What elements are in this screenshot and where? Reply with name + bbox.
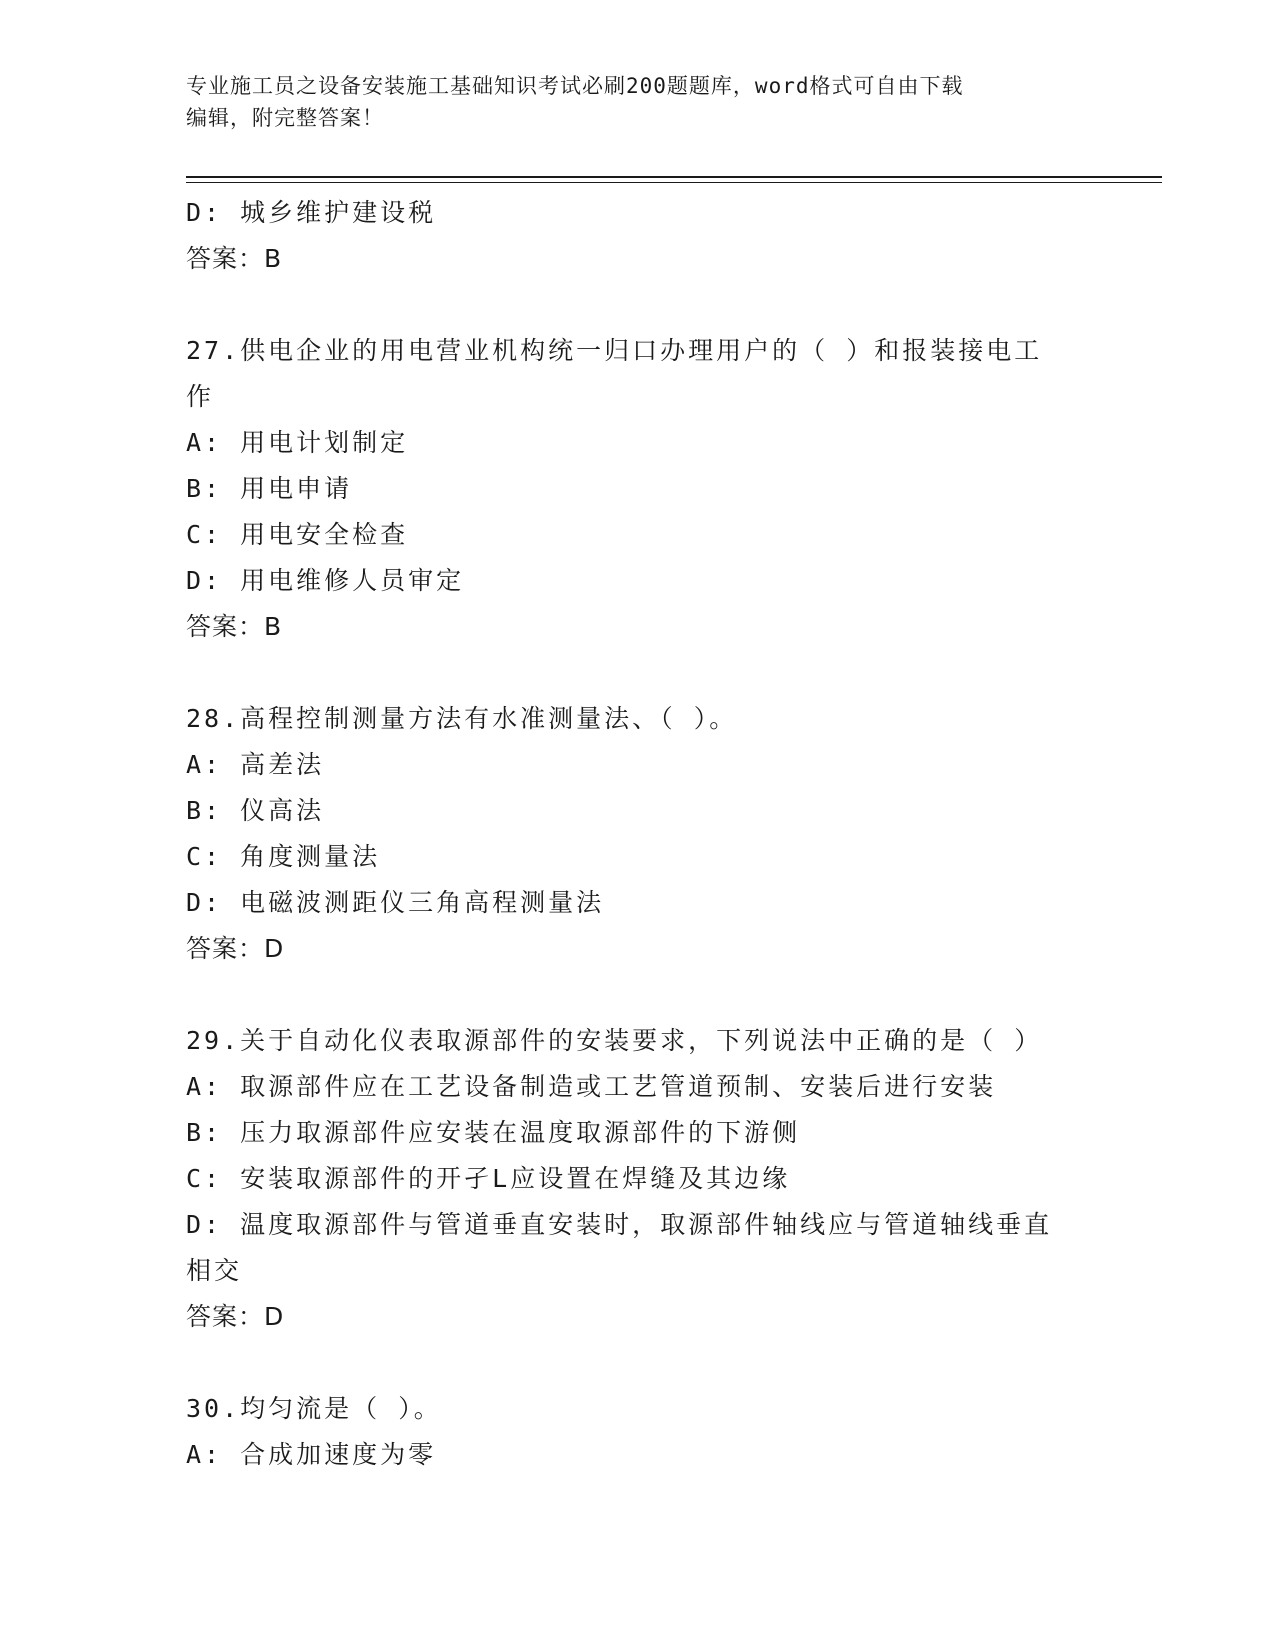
question-28 (186, 696, 1086, 972)
header-line-1: 专业施工员之设备安装施工基础知识考试必刷200题题库，word格式可自由下载 (186, 74, 964, 98)
option-c: C: 用电安全检查 (186, 520, 409, 549)
header-rule-thin (186, 182, 1162, 183)
question-stem: 27.供电企业的用电营业机构统一归口办理用户的（ ）和报装接电工 (186, 336, 1043, 365)
header-rule-thick (186, 176, 1162, 178)
option-d: D: 温度取源部件与管道垂直安装时，取源部件轴线应与管道轴线垂直 (186, 1210, 1053, 1239)
spacer (186, 972, 1086, 1018)
question-30 (186, 1386, 1086, 1478)
option-a: A: 取源部件应在工艺设备制造或工艺管道预制、安装后进行安装 (186, 1072, 997, 1101)
option-d-continued: 相交 (186, 1256, 243, 1285)
option-b: B: 用电申请 (186, 474, 353, 503)
question-list (186, 190, 1086, 1478)
question-stem: 29.关于自动化仪表取源部件的安装要求，下列说法中正确的是（ ） (186, 1026, 1043, 1055)
option-d: D: 城乡维护建设税 (186, 198, 437, 227)
question-29 (186, 1018, 1086, 1340)
answer: 答案：B (186, 244, 283, 273)
option-a: A: 合成加速度为零 (186, 1440, 437, 1469)
option-b: B: 仪高法 (186, 796, 325, 825)
option-c: C: 角度测量法 (186, 842, 381, 871)
option-c: C: 安装取源部件的开孑L应设置在焊缝及其边缘 (186, 1164, 791, 1193)
question-stem: 30.均匀流是（ ）。 (186, 1394, 442, 1423)
option-b: B: 压力取源部件应安装在温度取源部件的下游侧 (186, 1118, 801, 1147)
document-header (186, 70, 1086, 134)
question-26-tail (186, 190, 1086, 282)
question-stem-continued: 作 (186, 382, 215, 411)
option-a: A: 高差法 (186, 750, 325, 779)
spacer (186, 1340, 1086, 1386)
option-d: D: 电磁波测距仪三角高程测量法 (186, 888, 605, 917)
answer: 答案：B (186, 612, 283, 641)
spacer (186, 282, 1086, 328)
answer: 答案：D (186, 934, 285, 963)
answer: 答案：D (186, 1302, 285, 1331)
question-27 (186, 328, 1086, 650)
spacer (186, 650, 1086, 696)
option-d: D: 用电维修人员审定 (186, 566, 465, 595)
question-stem: 28.高程控制测量方法有水准测量法、（ ）。 (186, 704, 738, 733)
header-line-2: 编辑，附完整答案！ (186, 106, 384, 130)
option-a: A: 用电计划制定 (186, 428, 409, 457)
